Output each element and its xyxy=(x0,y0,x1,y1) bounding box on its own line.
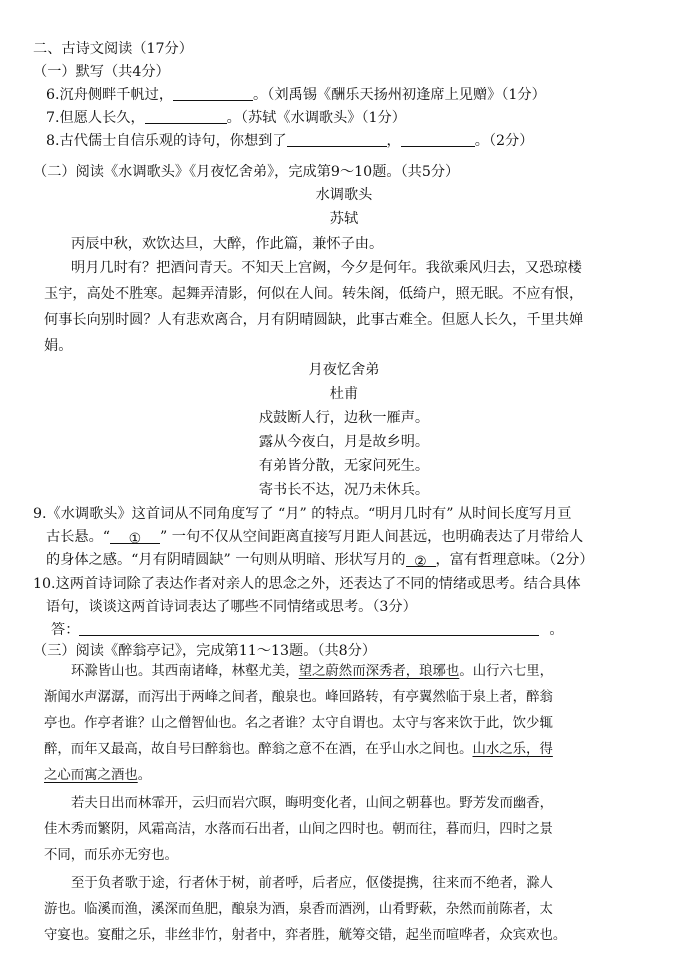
q9-answer-blank-1[interactable] xyxy=(110,529,160,547)
q9-answer-blank-2[interactable] xyxy=(406,552,436,570)
essay-text: 。 xyxy=(137,768,152,783)
poem1-preface: 丙辰中秋，欢饮达旦，大醉，作此篇，兼怀子由。 xyxy=(71,236,384,252)
essay-line: 亭也。作亭者谁？山之僧智仙也。名之者谁？太守自谓也。太守与客来饮于此，饮少辄 xyxy=(44,716,553,731)
question-8 xyxy=(46,131,533,151)
part2-title: （二）阅读《水调歌头》《月夜忆舍弟》，完成第9～10题。（共5分） xyxy=(33,164,460,180)
q7-text-pre: 7.但愿人长久， xyxy=(46,110,145,126)
question-10-answer xyxy=(51,620,564,640)
question-10-line2: 语句，谈谈这两首诗词表达了哪些不同情绪或思考。（3分） xyxy=(46,599,417,615)
question-6 xyxy=(46,85,546,105)
q10-answer-line[interactable] xyxy=(79,621,539,636)
answer-label: 答： xyxy=(51,622,80,638)
q8-text-post: 。（2分） xyxy=(474,133,534,149)
poem2-title: 月夜忆舍弟 xyxy=(308,362,380,378)
q8-text-pre: 8.古代儒士自信乐观的诗句，你想到了 xyxy=(46,133,287,149)
essay-line: 佳木秀而繁阴，风霜高洁，水落而石出者，山间之四时也。朝而往，暮而归，四时之景 xyxy=(44,822,553,837)
q9-text: 古长悬。“ xyxy=(46,529,111,545)
q8-answer-blank-1[interactable] xyxy=(287,132,387,147)
q9-blank-marker-1: ① xyxy=(128,531,142,547)
poem2-author: 杜甫 xyxy=(329,386,359,402)
underlined-sentence: 望之蔚然而深秀者，琅琊也 xyxy=(298,664,460,679)
underlined-sentence: 之心而寓之酒也 xyxy=(44,768,138,783)
question-10-line1: 10.这两首诗词除了表达作者对亲人的思念之外，还表达了不同的情绪或思考。结合具体 xyxy=(33,576,581,592)
poem2-line: 寄书长不达，况乃未休兵。 xyxy=(258,482,430,498)
poem1-line: 玉宇，高处不胜寒。起舞弄清影，何似在人间。转朱阁，低绮户，照无眠。不应有恨， xyxy=(44,286,584,302)
poem1-line: 娟。 xyxy=(44,338,73,354)
q6-text-post: 。（刘禹锡《酬乐天扬州初逢席上见赠》（1分） xyxy=(253,87,546,103)
essay-line: 守宴也。宴酣之乐，非丝非竹，射者中，弈者胜，觥筹交错，起坐而喧哗者，众宾欢也。 xyxy=(44,928,567,943)
poem1-line: 明月几时有？把酒问青天。不知天上宫阙，今夕是何年。我欲乘风归去，又恐琼楼 xyxy=(71,260,582,276)
part1-title: （一）默写（共4分） xyxy=(33,64,170,80)
question-9-line1: 9.《水调歌头》这首词从不同角度写了 “月” 的特点。“明月几时有” 从时间长度写月亘 xyxy=(33,506,572,522)
q8-answer-blank-2[interactable] xyxy=(401,132,475,147)
essay-text: 。山行六七里， xyxy=(459,664,554,679)
poem2-line: 戍鼓断人行，边秋一雁声。 xyxy=(258,410,430,426)
q9-text: ，富有哲理意味。（2分） xyxy=(435,552,594,568)
essay-text: 环滁皆山也。其西南诸峰，林壑尤美， xyxy=(71,664,299,679)
essay-text: 醉，而年又最高，故自号曰醉翁也。醉翁之意不在酒，在乎山水之间也。 xyxy=(44,742,473,757)
essay-line xyxy=(44,740,553,760)
essay-line: 至于负者歌于途，行者休于树，前者呼，后者应，伛偻提携，往来而不绝者，滁人 xyxy=(71,876,554,891)
essay-line: 游也。临溪而渔，溪深而鱼肥，酿泉为酒，泉香而酒洌，山肴野蔌，杂然而前陈者，太 xyxy=(44,902,553,917)
q8-text-mid: ， xyxy=(386,133,401,149)
poem1-line: 何事长向别时圆？人有悲欢离合，月有阴晴圆缺，此事古难全。但愿人长久，千里共婵 xyxy=(44,312,584,328)
poem1-title: 水调歌头 xyxy=(315,187,373,203)
essay-line: 不同，而乐亦无穷也。 xyxy=(44,848,178,863)
q9-text: 的身体之感。“月有阴晴圆缺” 一句则从明暗、形状写月的 xyxy=(46,552,406,568)
essay-line xyxy=(44,766,151,786)
poem2-line: 露从今夜白，月是故乡明。 xyxy=(258,434,430,450)
underlined-sentence: 山水之乐，得 xyxy=(472,742,553,757)
part3-title: （三）阅读《醉翁亭记》，完成第11～13题。（共8分） xyxy=(33,643,377,659)
question-9-line3 xyxy=(46,550,594,570)
q6-answer-blank[interactable] xyxy=(173,86,253,101)
essay-line: 若夫日出而林霏开，云归而岩穴暝，晦明变化者，山间之朝暮也。野芳发而幽香， xyxy=(71,796,554,811)
q9-text: ” 一句不仅从空间距离直接写月距人间甚远，也明确表达了月带给人 xyxy=(160,529,584,545)
section-title: 二、古诗文阅读（17分） xyxy=(33,41,193,57)
q7-text-post: 。（苏轼《水调歌头》（1分） xyxy=(226,110,406,126)
q7-answer-blank[interactable] xyxy=(145,109,227,124)
poem1-author: 苏轼 xyxy=(329,211,359,227)
question-7 xyxy=(46,108,406,128)
question-9-line2 xyxy=(46,527,583,547)
q9-blank-marker-2: ② xyxy=(414,554,427,570)
essay-line: 渐闻水声潺潺，而泻出于两峰之间者，酿泉也。峰回路转，有亭翼然临于泉上者，醉翁 xyxy=(44,690,553,705)
essay-line xyxy=(71,662,553,682)
answer-end: 。 xyxy=(549,622,564,638)
poem2-line: 有弟皆分散，无家问死生。 xyxy=(258,458,430,474)
q6-text-pre: 6.沉舟侧畔千帆过， xyxy=(46,87,174,103)
